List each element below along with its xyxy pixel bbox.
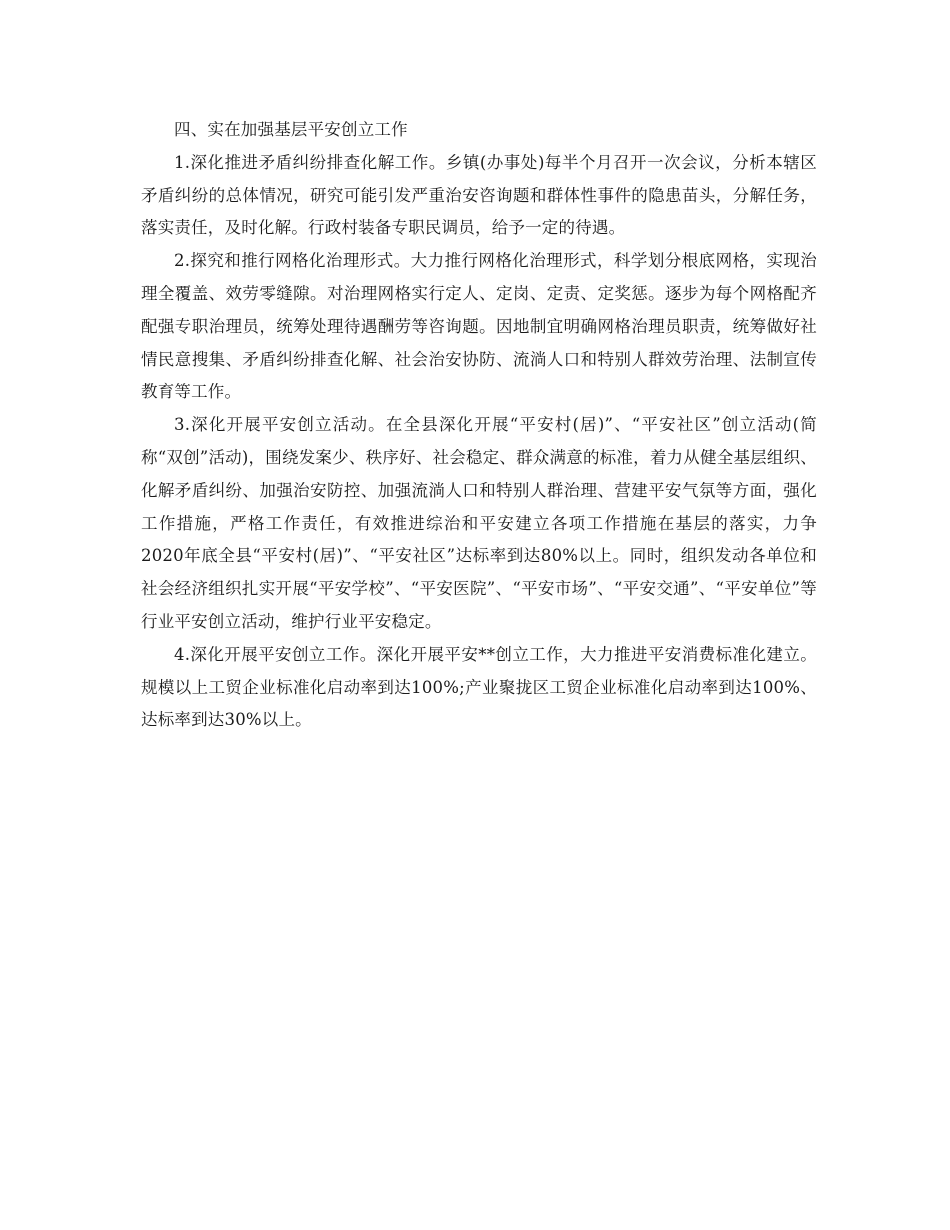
document-body — [141, 114, 817, 737]
paragraph-1: 1.深化推进矛盾纠纷排查化解工作。乡镇(办事处)每半个月召开一次会议，分析本辖区矛盾纠纷的总体情况，研究可能引发严重治安咨询题和群体性事件的隐患苗头，分解任务，落实责任，及时化解。行政村装备专职民调员，给予一定的待遇。 — [141, 152, 817, 238]
section-heading: 四、实在加强基层平安创立工作 — [174, 120, 408, 139]
paragraph-3: 3.深化开展平安创立活动。在全县深化开展“平安村(居)”、“平安社区”创立活动(简称“双创”活动)，围绕发案少、秩序好、社会稳定、群众满意的标准，着力从健全基层组织、化解矛盾纠纷、加强治安防控、加强流淌人口和特别人群治理、营建平安气氛等方面，强化工作措施，严格工作责任，有效推进综治和平安建立各项工作措施在基层的落实，力争2020年底全县“平安村(居)”、“平安社区”达标率到达80%以上。同时，组织发动各单位和社会经济组织扎实开展“平安学校”、“平安医院”、“平安市场”、“平安交通”、“平安单位”等行业平安创立活动，维护行业平安稳定。 — [141, 415, 817, 631]
paragraph-4: 4.深化开展平安创立工作。深化开展平安**创立工作，大力推进平安消费标准化建立。规模以上工贸企业标准化启动率到达100%;产业聚拢区工贸企业标准化启动率到达100%、达标率到达30%以上。 — [141, 644, 817, 730]
paragraph-2: 2.探究和推行网格化治理形式。大力推行网格化治理形式，科学划分根底网格，实现治理全覆盖、效劳零缝隙。对治理网格实行定人、定岗、定责、定奖惩。逐步为每个网格配齐配强专职治理员，统筹处理待遇酬劳等咨询题。因地制宜明确网格治理员职责，统筹做好社情民意搜集、矛盾纠纷排查化解、社会治安协防、流淌人口和特别人群效劳治理、法制宣传教育等工作。 — [141, 251, 817, 402]
